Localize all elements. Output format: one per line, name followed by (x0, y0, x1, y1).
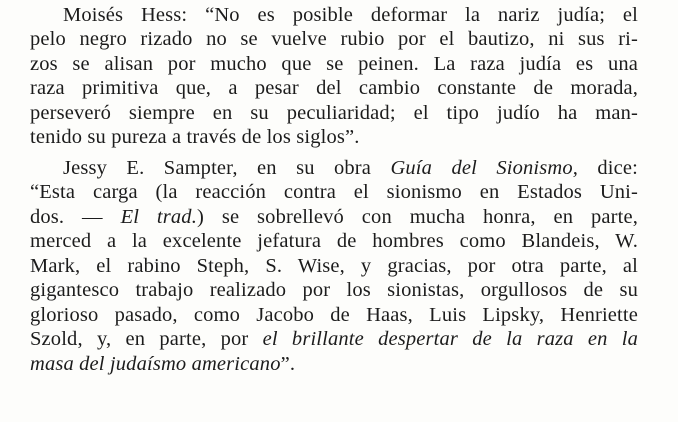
paragraph-2-line-1 (63, 157, 638, 179)
author-text: Jessy E. Sampter, en su obra (63, 157, 391, 179)
paragraph-2-line-9 (30, 353, 638, 375)
paragraph-1-line-4: raza primitiva que, a pesar del cambio constante de morada, (30, 77, 638, 99)
line8-roman: Szold, y, en parte, por (30, 328, 263, 350)
translator-note: El trad. (120, 206, 197, 228)
paragraph-2-line-5: Mark, el rabino Steph, S. Wise, y gracias, por otra parte, al (30, 255, 638, 277)
paragraph-1-line-1: Moisés Hess: “No es posible deformar la nariz judía; el (63, 4, 638, 26)
paragraph-1-line-5: perseveró siempre en su peculiaridad; el tipo judío ha man- (30, 102, 638, 124)
paragraph-1-line-3: zos se alisan por mucho que se peinen. La raza judía es una (30, 53, 638, 75)
paragraph-2-line-7: glorioso pasado, como Jacobo de Haas, Luis Lipsky, Henriette (30, 304, 638, 326)
line3-rest: ) se sobrellevó con mucha honra, en parte, (196, 206, 638, 228)
book-title: Guía del Sionismo, (390, 157, 578, 179)
line9-italic: masa del judaísmo americano (30, 353, 281, 375)
dos-text: dos. — (30, 206, 121, 228)
paragraph-2-line-6: gigantesco trabajo realizado por los sionistas, orgullosos de su (30, 279, 638, 301)
line9-close: ”. (280, 353, 296, 375)
paragraph-2-line-2: “Esta carga (la reacción contra el sionismo en Estados Uni- (30, 181, 638, 203)
dice-text: dice: (578, 157, 638, 179)
paragraph-2-line-4: merced a la excelente jefatura de hombres como Blandeis, W. (30, 230, 638, 252)
paragraph-2-line-3 (30, 206, 638, 228)
paragraph-1-line-6: tenido su pureza a través de los siglos”. (30, 126, 360, 148)
line8-italic: el brillante despertar de la raza en la (262, 328, 638, 350)
paragraph-1-line-2: pelo negro rizado no se vuelve rubio por el bautizo, ni sus ri- (30, 28, 638, 50)
paragraph-2-line-8 (30, 328, 638, 350)
